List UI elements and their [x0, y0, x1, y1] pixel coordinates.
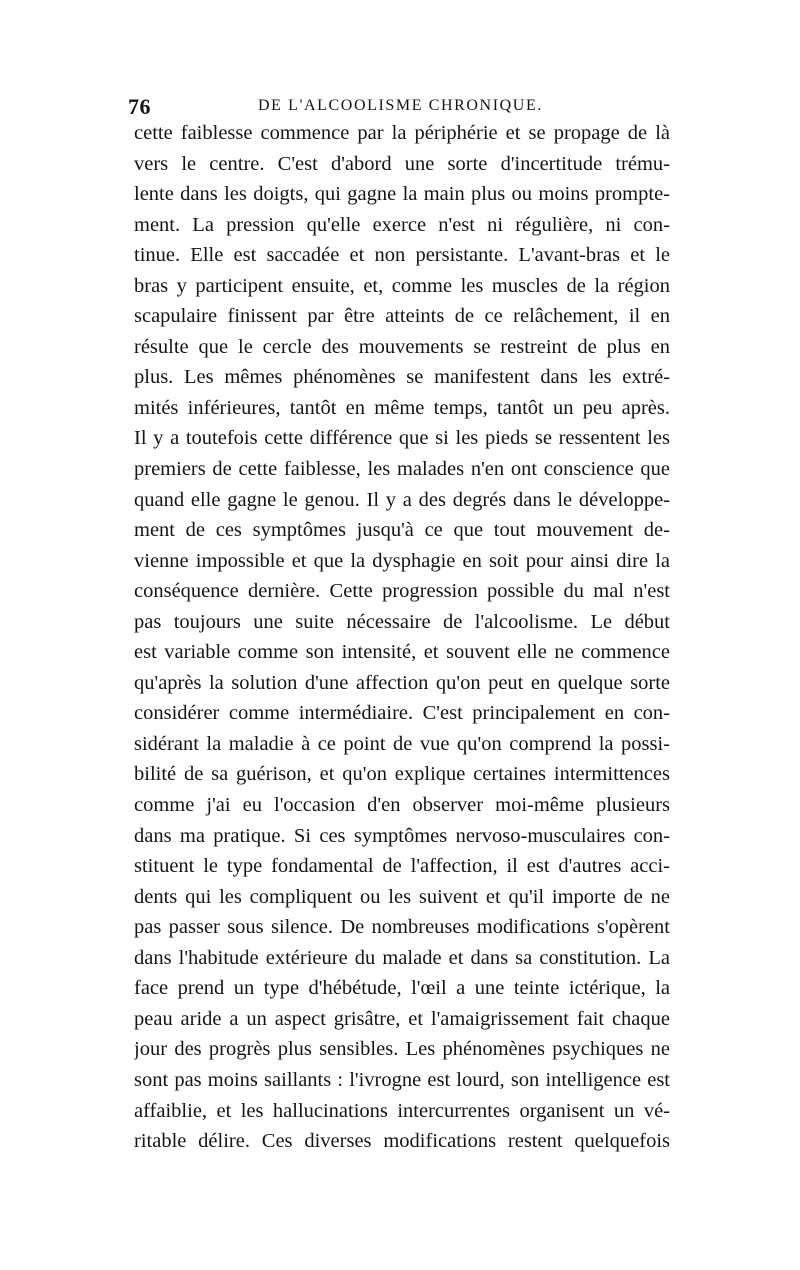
text-line: vers le centre. C'est d'abord une sorte d'incertitude trému- — [134, 152, 670, 175]
text-line: jour des progrès plus sensibles. Les phénomènes psychiques ne — [134, 1038, 670, 1061]
text-line: qu'après la solution d'une affection qu'on peut en quelque sorte — [134, 671, 670, 694]
text-line: peau aride a un aspect grisâtre, et l'amaigrissement fait chaque — [134, 1007, 670, 1030]
text-line: ment. La pression qu'elle exerce n'est ni régulière, ni con- — [134, 213, 670, 236]
body-text — [134, 118, 670, 1157]
text-line: cette faiblesse commence par la périphérie et se propage de là — [134, 122, 670, 144]
text-line: dents qui les compliquent ou les suivent et qu'il importe de ne — [134, 885, 670, 908]
text-line: conséquence dernière. Cette progression possible du mal n'est — [134, 580, 670, 603]
text-line: Il y a toutefois cette différence que si les pieds se ressentent les — [134, 427, 670, 450]
text-line: dans l'habitude extérieure du malade et dans sa constitution. La — [134, 946, 670, 969]
text-line: mités inférieures, tantôt en même temps, tantôt un peu après. — [134, 396, 670, 419]
text-line: face prend un type d'hébétude, l'œil a une teinte ictérique, la — [134, 977, 670, 1000]
text-line: bras y participent ensuite, et, comme les muscles de la région — [134, 274, 670, 297]
text-line: ment de ces symptômes jusqu'à ce que tout mouvement de- — [134, 519, 670, 542]
text-line: bilité de sa guérison, et qu'on explique certaines intermittences — [134, 763, 670, 786]
text-line: pas passer sous silence. De nombreuses modifications s'opèrent — [134, 916, 670, 939]
text-line: lente dans les doigts, qui gagne la main plus ou moins prompte- — [134, 183, 670, 206]
running-title: DE L'ALCOOLISME CHRONIQUE. — [258, 97, 543, 114]
text-line: pas toujours une suite nécessaire de l'alcoolisme. Le début — [134, 610, 670, 633]
text-line: est variable comme son intensité, et souvent elle ne commence — [134, 641, 670, 664]
text-line: plus. Les mêmes phénomènes se manifestent dans les extré- — [134, 366, 670, 389]
text-line: ritable délire. Ces diverses modifications restent quelquefois — [134, 1130, 670, 1153]
text-line: stituent le type fondamental de l'affection, il est d'autres acci- — [134, 855, 670, 878]
text-line: affaiblie, et les hallucinations intercurrentes organisent un vé- — [134, 1099, 670, 1122]
text-line: scapulaire finissent par être atteints de ce relâchement, il en — [134, 305, 670, 328]
text-line: sont pas moins saillants : l'ivrogne est lourd, son intelligence est — [134, 1068, 670, 1091]
text-line: premiers de cette faiblesse, les malades n'en ont conscience que — [134, 458, 670, 481]
text-line: tinue. Elle est saccadée et non persistante. L'avant-bras et le — [134, 244, 670, 267]
text-line: considérer comme intermédiaire. C'est principalement en con- — [134, 702, 670, 725]
text-line: dans ma pratique. Si ces symptômes nervoso-musculaires con- — [134, 824, 670, 847]
text-line: résulte que le cercle des mouvements se restreint de plus en — [134, 335, 670, 358]
text-line: vienne impossible et que la dysphagie en soit pour ainsi dire la — [134, 549, 670, 572]
text-line: comme j'ai eu l'occasion d'en observer moi-même plusieurs — [134, 794, 670, 817]
text-line: quand elle gagne le genou. Il y a des degrés dans le développe- — [134, 488, 670, 511]
page-number: 76 — [128, 94, 151, 119]
text-line: sidérant la maladie à ce point de vue qu'on comprend la possi- — [134, 732, 670, 755]
